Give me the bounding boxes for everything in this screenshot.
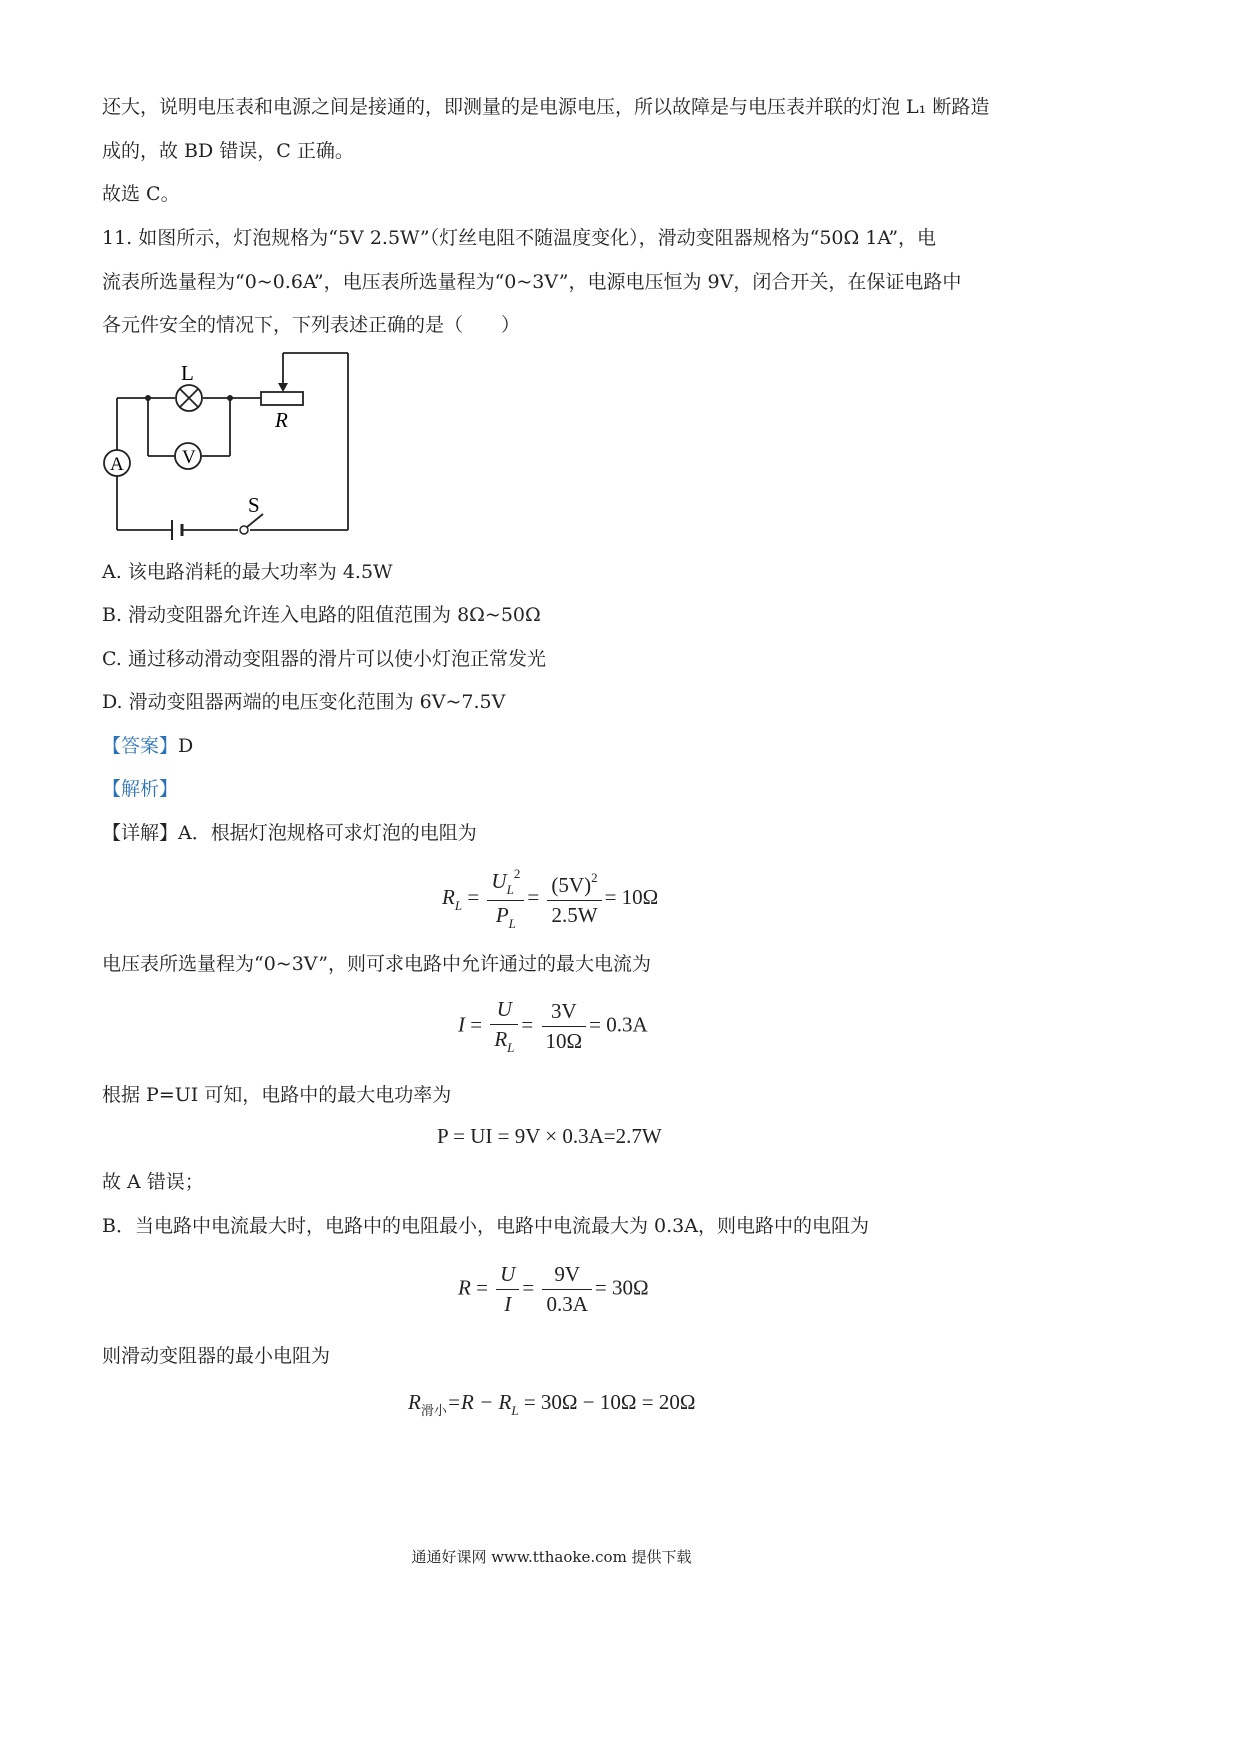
equation-max-current: I = $\frac{U}{R_L}$ = $\frac{3V}{10\Omega}$ = 0.3A (458, 997, 648, 1055)
option-b: B. 滑动变阻器允许连入电路的阻值范围为 8Ω~50Ω (102, 604, 541, 626)
option-c: C. 通过移动滑动变阻器的滑片可以使小灯泡正常发光 (102, 648, 546, 670)
option-b-analysis-line: B．当电路中电流最大时，电路中的电阻最小，电路中电流最大为 0.3A，则电路中的电阻为 (102, 1215, 869, 1237)
question-11-line-1: 11. 如图所示，灯泡规格为“5V 2.5W”（灯丝电阻不随温度变化），滑动变阻器规格为“50Ω 1A”，电 (102, 227, 937, 249)
a-wrong-line: 故 A 错误； (102, 1171, 204, 1193)
rheostat (261, 392, 303, 405)
equation-min-rheostat: $R_{滑小}=R - R_L = 30\Omega - 10\Omega = 20\Omega$ (408, 1390, 696, 1418)
circuit-diagram (95, 345, 365, 545)
power-formula-line: 根据 P=UI 可知，电路中的最大电功率为 (102, 1084, 452, 1106)
equation-lamp-resistance: $R_L$ = $\frac{U_L^2}{P_L}$ = $\frac{(5V)^2}{2.5W}$ = 10Ω (442, 866, 659, 931)
answer-value: D (178, 735, 194, 757)
text-line-3: 故选 C。 (102, 183, 180, 205)
option-a: A. 该电路消耗的最大功率为 4.5W (102, 561, 393, 583)
lamp-label: L (181, 361, 194, 385)
analysis-tag: 【解析】 (102, 778, 179, 800)
rheostat-label: R (275, 408, 288, 432)
footer-text: 通通好课网 www.tthaoke.com 提供下载 (411, 1548, 692, 1566)
question-11-line-2: 流表所选量程为“0~0.6A”，电压表所选量程为“0~3V”，电源电压恒为 9V，闭合开关，在保证电路中 (102, 271, 962, 293)
switch-label: S (248, 493, 260, 517)
detail-line: 【详解】A．根据灯泡规格可求灯泡的电阻为 (102, 822, 477, 844)
text-line-2: 成的，故 BD 错误，C 正确。 (102, 140, 354, 162)
question-11-line-3: 各元件安全的情况下，下列表述正确的是（ ） (102, 314, 521, 336)
battery-icon (172, 520, 182, 540)
ammeter-label: A (110, 454, 124, 475)
option-d: D. 滑动变阻器两端的电压变化范围为 6V~7.5V (102, 691, 506, 713)
voltmeter-range-line: 电压表所选量程为“0~3V”，则可求电路中允许通过的最大电流为 (102, 953, 651, 975)
min-resistance-line: 则滑动变阻器的最小电阻为 (102, 1345, 331, 1367)
answer-line (102, 733, 193, 759)
lamp-icon (176, 385, 202, 411)
equation-total-resistance: R = $\frac{U}{I}$ = $\frac{9V}{0.3A}$ = 30Ω (458, 1262, 649, 1316)
answer-tag: 【答案】 (102, 735, 179, 757)
voltmeter-label: V (182, 447, 196, 468)
equation-max-power: P = UI = 9V × 0.3A=2.7W (437, 1124, 662, 1148)
text-line-1: 还大，说明电压表和电源之间是接通的，即测量的是电源电压，所以故障是与电压表并联的灯泡 L₁ 断路造 (102, 96, 990, 118)
switch-icon (240, 514, 263, 534)
